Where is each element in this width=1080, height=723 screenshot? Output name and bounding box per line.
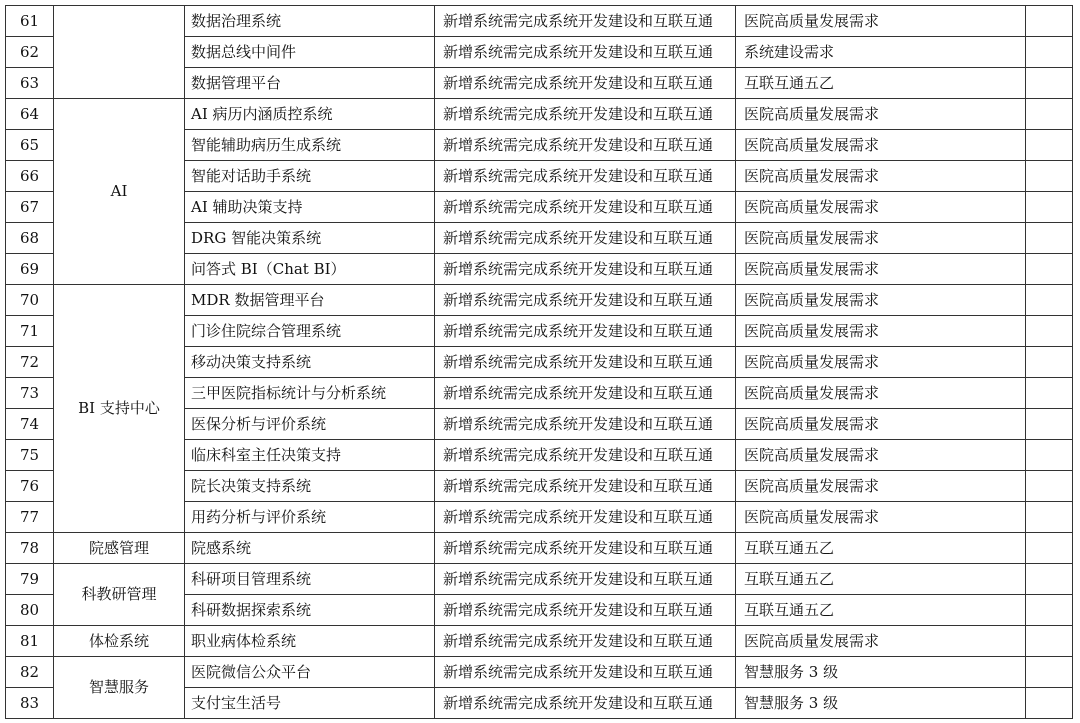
note-cell [1026,533,1073,564]
system-name-cell: 数据管理平台 [185,68,435,99]
construction-content-cell: 新增系统需完成系统开发建设和互联互通 [435,409,736,440]
construction-content-cell: 新增系统需完成系统开发建设和互联互通 [435,68,736,99]
row-number-cell: 69 [6,254,54,285]
system-name-cell: 支付宝生活号 [185,688,435,719]
table-row [6,533,1073,564]
requirement-basis-cell: 互联互通五乙 [736,68,1026,99]
requirement-basis-cell: 医院高质量发展需求 [736,130,1026,161]
construction-content-cell: 新增系统需完成系统开发建设和互联互通 [435,254,736,285]
requirement-basis-cell: 智慧服务 3 级 [736,688,1026,719]
note-cell [1026,316,1073,347]
requirement-basis-cell: 医院高质量发展需求 [736,378,1026,409]
requirement-basis-cell: 互联互通五乙 [736,564,1026,595]
requirement-basis-cell: 医院高质量发展需求 [736,409,1026,440]
system-name-cell: 问答式 BI（Chat BI） [185,254,435,285]
system-name-cell: 医院微信公众平台 [185,657,435,688]
system-name-cell: 科研数据探索系统 [185,595,435,626]
requirement-basis-cell: 医院高质量发展需求 [736,471,1026,502]
note-cell [1026,688,1073,719]
construction-content-cell: 新增系统需完成系统开发建设和互联互通 [435,564,736,595]
note-cell [1026,409,1073,440]
row-number-cell: 61 [6,6,54,37]
row-number-cell: 75 [6,440,54,471]
system-name-cell: 科研项目管理系统 [185,564,435,595]
system-name-cell: 门诊住院综合管理系统 [185,316,435,347]
note-cell [1026,254,1073,285]
note-cell [1026,595,1073,626]
requirement-basis-cell: 医院高质量发展需求 [736,223,1026,254]
construction-content-cell: 新增系统需完成系统开发建设和互联互通 [435,285,736,316]
system-name-cell: 院感系统 [185,533,435,564]
construction-content-cell: 新增系统需完成系统开发建设和互联互通 [435,37,736,68]
requirement-basis-cell: 医院高质量发展需求 [736,254,1026,285]
note-cell [1026,130,1073,161]
construction-content-cell: 新增系统需完成系统开发建设和互联互通 [435,130,736,161]
row-number-cell: 66 [6,161,54,192]
note-cell [1026,378,1073,409]
row-number-cell: 73 [6,378,54,409]
note-cell [1026,68,1073,99]
table-row [6,564,1073,595]
requirement-basis-cell: 医院高质量发展需求 [736,626,1026,657]
note-cell [1026,161,1073,192]
row-number-cell: 71 [6,316,54,347]
row-number-cell: 72 [6,347,54,378]
category-cell: 体检系统 [54,626,185,657]
construction-content-cell: 新增系统需完成系统开发建设和互联互通 [435,533,736,564]
construction-content-cell: 新增系统需完成系统开发建设和互联互通 [435,657,736,688]
note-cell [1026,564,1073,595]
construction-content-cell: 新增系统需完成系统开发建设和互联互通 [435,161,736,192]
construction-content-cell: 新增系统需完成系统开发建设和互联互通 [435,471,736,502]
system-name-cell: 智能对话助手系统 [185,161,435,192]
row-number-cell: 79 [6,564,54,595]
table-row [6,6,1073,37]
requirement-basis-cell: 医院高质量发展需求 [736,161,1026,192]
row-number-cell: 68 [6,223,54,254]
system-name-cell: 数据治理系统 [185,6,435,37]
construction-content-cell: 新增系统需完成系统开发建设和互联互通 [435,688,736,719]
construction-content-cell: 新增系统需完成系统开发建设和互联互通 [435,378,736,409]
note-cell [1026,657,1073,688]
system-name-cell: AI 病历内涵质控系统 [185,99,435,130]
construction-content-cell: 新增系统需完成系统开发建设和互联互通 [435,347,736,378]
construction-content-cell: 新增系统需完成系统开发建设和互联互通 [435,223,736,254]
row-number-cell: 62 [6,37,54,68]
requirement-basis-cell: 医院高质量发展需求 [736,316,1026,347]
row-number-cell: 63 [6,68,54,99]
note-cell [1026,192,1073,223]
row-number-cell: 83 [6,688,54,719]
note-cell [1026,502,1073,533]
construction-content-cell: 新增系统需完成系统开发建设和互联互通 [435,440,736,471]
table-row [6,99,1073,130]
row-number-cell: 67 [6,192,54,223]
category-cell: AI [54,99,185,285]
row-number-cell: 80 [6,595,54,626]
note-cell [1026,347,1073,378]
construction-content-cell: 新增系统需完成系统开发建设和互联互通 [435,6,736,37]
construction-content-cell: 新增系统需完成系统开发建设和互联互通 [435,316,736,347]
requirement-basis-cell: 医院高质量发展需求 [736,192,1026,223]
requirement-basis-cell: 医院高质量发展需求 [736,6,1026,37]
requirement-basis-cell: 系统建设需求 [736,37,1026,68]
project-table [5,5,1073,719]
system-name-cell: 临床科室主任决策支持 [185,440,435,471]
row-number-cell: 77 [6,502,54,533]
construction-content-cell: 新增系统需完成系统开发建设和互联互通 [435,502,736,533]
system-name-cell: 用药分析与评价系统 [185,502,435,533]
system-name-cell: AI 辅助决策支持 [185,192,435,223]
table-row [6,626,1073,657]
category-cell: BI 支持中心 [54,285,185,533]
note-cell [1026,223,1073,254]
category-cell [54,6,185,99]
system-name-cell: MDR 数据管理平台 [185,285,435,316]
row-number-cell: 78 [6,533,54,564]
system-name-cell: DRG 智能决策系统 [185,223,435,254]
note-cell [1026,99,1073,130]
requirement-basis-cell: 互联互通五乙 [736,533,1026,564]
system-name-cell: 医保分析与评价系统 [185,409,435,440]
requirement-basis-cell: 智慧服务 3 级 [736,657,1026,688]
note-cell [1026,37,1073,68]
row-number-cell: 82 [6,657,54,688]
table-row [6,285,1073,316]
table-row [6,657,1073,688]
note-cell [1026,285,1073,316]
requirement-basis-cell: 医院高质量发展需求 [736,99,1026,130]
system-name-cell: 数据总线中间件 [185,37,435,68]
category-cell: 院感管理 [54,533,185,564]
requirement-basis-cell: 医院高质量发展需求 [736,347,1026,378]
row-number-cell: 76 [6,471,54,502]
note-cell [1026,440,1073,471]
requirement-basis-cell: 互联互通五乙 [736,595,1026,626]
system-name-cell: 三甲医院指标统计与分析系统 [185,378,435,409]
requirement-basis-cell: 医院高质量发展需求 [736,440,1026,471]
construction-content-cell: 新增系统需完成系统开发建设和互联互通 [435,99,736,130]
requirement-basis-cell: 医院高质量发展需求 [736,502,1026,533]
construction-content-cell: 新增系统需完成系统开发建设和互联互通 [435,626,736,657]
category-cell: 科教研管理 [54,564,185,626]
note-cell [1026,471,1073,502]
row-number-cell: 64 [6,99,54,130]
row-number-cell: 65 [6,130,54,161]
row-number-cell: 70 [6,285,54,316]
construction-content-cell: 新增系统需完成系统开发建设和互联互通 [435,192,736,223]
system-name-cell: 院长决策支持系统 [185,471,435,502]
row-number-cell: 74 [6,409,54,440]
requirement-basis-cell: 医院高质量发展需求 [736,285,1026,316]
row-number-cell: 81 [6,626,54,657]
system-name-cell: 职业病体检系统 [185,626,435,657]
note-cell [1026,626,1073,657]
category-cell: 智慧服务 [54,657,185,719]
system-name-cell: 移动决策支持系统 [185,347,435,378]
construction-content-cell: 新增系统需完成系统开发建设和互联互通 [435,595,736,626]
table-body [6,6,1073,719]
note-cell [1026,6,1073,37]
system-name-cell: 智能辅助病历生成系统 [185,130,435,161]
